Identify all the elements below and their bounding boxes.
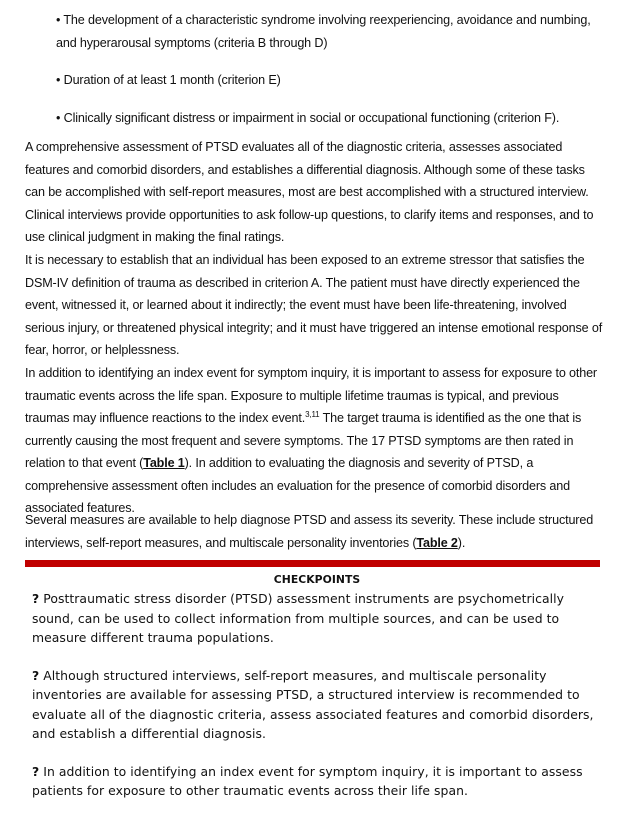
question-mark-icon: ? (32, 667, 40, 683)
question-mark-icon: ? (32, 763, 40, 779)
section-divider (25, 560, 600, 567)
paragraph-text: The target trauma is identified as the one that is currently causing the most frequent and severe symptoms. The 17 PTSD symptoms are then rated in relation to that event ( (25, 411, 582, 470)
paragraph-measures (25, 509, 605, 554)
paragraph-comprehensive-assessment: A comprehensive assessment of PTSD evaluates all of the diagnostic criteria, assesses associated features and comorbid disorders, and establishes a differential diagnosis. Although some of these tasks can be accomplished with self-report measures, most are best accomplished with a structured interview. Clinical interviews provide opportunities to ask follow-up questions, to clarify items and responses, and to use clinical judgment in making the final ratings. (25, 140, 594, 244)
checkpoint-item (32, 666, 602, 744)
checkpoint-text: Posttraumatic stress disorder (PTSD) assessment instruments are psychometrically sound, can be used to collect information from multiple sources, and can be used to measure different trauma populations. (32, 591, 565, 645)
bullet-text: Clinically significant distress or impairment in social or occupational functioning (criterion F). (63, 110, 560, 125)
bullet-icon: • (56, 110, 61, 125)
table-1-link[interactable]: Table 1 (143, 456, 185, 470)
bullet-text: The development of a characteristic syndrome involving reexperiencing, avoidance and numbing, and hyperarousal symptoms (criteria B through D) (56, 13, 591, 50)
paragraph-text: ). In addition to evaluating the diagnosis and severity of PTSD, a comprehensive assessment often includes an evaluation for the presence of comorbid disorders and associated features. (25, 456, 570, 515)
citation-superscript: 3,11 (305, 410, 320, 419)
checkpoint-item (32, 762, 602, 801)
bullet-item-duration (56, 69, 604, 92)
criteria-bullet-list (56, 9, 604, 144)
paragraph-text: ). (457, 535, 466, 550)
bullet-item-distress (56, 107, 604, 130)
checkpoints-box (32, 572, 602, 819)
bullet-icon: • (56, 13, 61, 27)
checkpoint-text: Although structured interviews, self-report measures, and multiscale personality inventories are available for assessing PTSD, a structured interview is recommended to evaluate all of the diagnostic criteria, assess associated features and comorbid disorders, and establish a differential diagnosis. (32, 667, 594, 741)
paragraph-index-event (25, 362, 605, 520)
checkpoint-item (32, 589, 602, 648)
paragraph-trauma-exposure: It is necessary to establish that an individual has been exposed to an extreme stressor that satisfies the DSM-IV definition of trauma as described in criterion A. The patient must have directly experienced the event, witnessed it, or learned about it indirectly; the event must have been life-threatening, involved serious injury, or threatened physical integrity; and it must have triggered an intense emotional response of fear, horror, or helplessness. (25, 253, 603, 357)
checkpoints-heading: CHECKPOINTS (273, 573, 361, 586)
question-mark-icon: ? (32, 591, 40, 606)
table-2-link[interactable]: Table 2 (416, 535, 458, 550)
checkpoint-text: In addition to identifying an index event for symptom inquiry, it is important to assess patients for exposure to other traumatic events across their life span. (32, 763, 583, 798)
bullet-icon: • (56, 73, 61, 87)
paragraph-text: In addition to identifying an index event for symptom inquiry, it is important to assess for exposure to other traumatic events across the life span. Exposure to multiple lifetime traumas is typical, and previous traumas may influence reactions to the index event. (25, 366, 597, 425)
bullet-text: Duration of at least 1 month (criterion E) (63, 73, 281, 87)
bullet-item-symptoms (56, 9, 604, 54)
paragraph-text: Several measures are available to help diagnose PTSD and assess its severity. These include structured interviews, self-report measures, and multiscale personality inventories ( (25, 513, 594, 550)
